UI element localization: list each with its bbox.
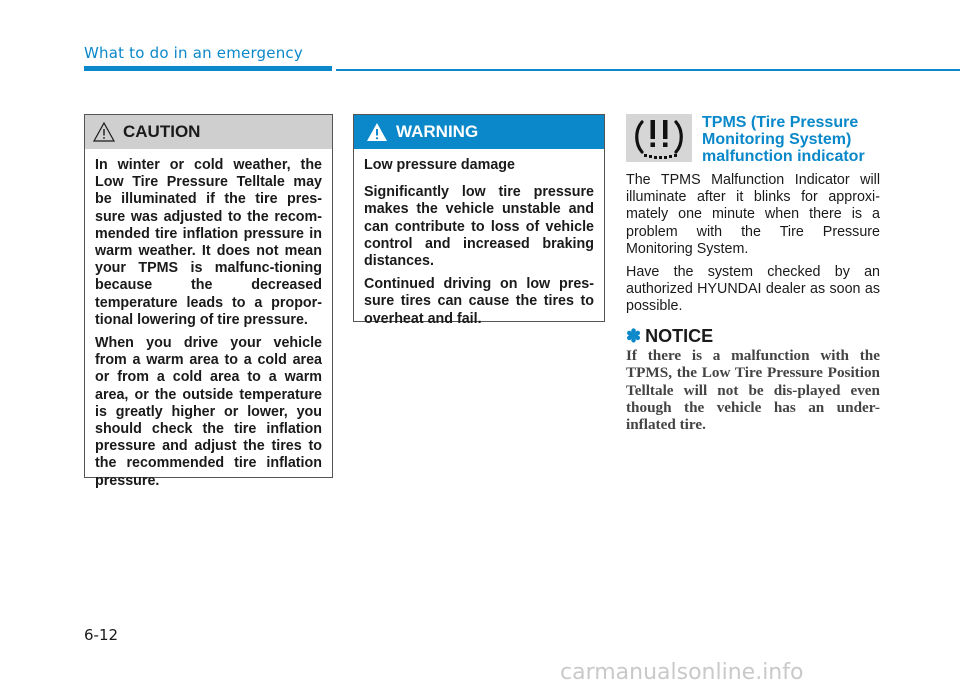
tpms-heading: TPMS (Tire Pressure Monitoring System) malfunction indicator [702, 114, 865, 165]
tpms-paragraph: The TPMS Malfunction Indicator will illuminate after it blinks for approxi-mately one minute when there is a problem with the Tire Pressure Monitoring System. [626, 172, 880, 257]
tpms-paragraph: Have the system checked by an authorized HYUNDAI dealer as soon as possible. [626, 264, 880, 315]
caution-paragraph: In winter or cold weather, the Low Tire Pressure Telltale may be illuminated if the tire pres-sure was adjusted to the recom-mended tire inflation pressure in warm weather. It does not mean your TPMS is malfunc-tioning because the decreased temperature leads to a propor-tional lowering of tire pressure. [95, 157, 322, 328]
warning-box [353, 114, 605, 327]
tpms-body [626, 172, 880, 322]
warning-subtitle: Low pressure damage [364, 157, 515, 173]
caution-label: CAUTION [123, 122, 201, 141]
caution-paragraph: When you drive your vehicle from a warm area to a cold area or from a cold area to a warm area, or the outside temperature is greatly higher or lower, you should check the tire inflation pressure and adjust the tires to the recommended tire inflation pressure. [95, 335, 322, 489]
warning-header [354, 115, 604, 149]
warning-paragraph: Continued driving on low pres-sure tires can cause the tires to overheat and fail. [364, 276, 594, 327]
section-title: What to do in an emergency [84, 44, 303, 62]
notice-star-icon: ✽ [626, 326, 642, 346]
notice-text: If there is a malfunction with the TPMS, the Low Tire Pressure Position Telltale will not be dis-played even though the vehicle has an under-inflated tire. [626, 347, 880, 434]
warning-paragraph: Significantly low tire pressure makes the vehicle unstable and can contribute to loss of vehicle control and increased braking distances. [364, 184, 594, 270]
header-accent-bar [84, 66, 332, 71]
caution-box [84, 114, 333, 489]
caution-header [85, 115, 332, 149]
page-number: 6-12 [84, 626, 119, 644]
notice-label: NOTICE [645, 326, 714, 346]
warning-triangle-icon [93, 122, 115, 142]
warning-triangle-icon [366, 122, 388, 142]
warning-label: WARNING [396, 122, 479, 141]
notice-heading [626, 326, 713, 347]
tpms-malfunction-icon [626, 114, 692, 162]
caution-body [85, 149, 332, 490]
watermark: carmanualsonline.info [560, 660, 804, 685]
header-rule [336, 69, 960, 71]
warning-body [354, 149, 604, 328]
